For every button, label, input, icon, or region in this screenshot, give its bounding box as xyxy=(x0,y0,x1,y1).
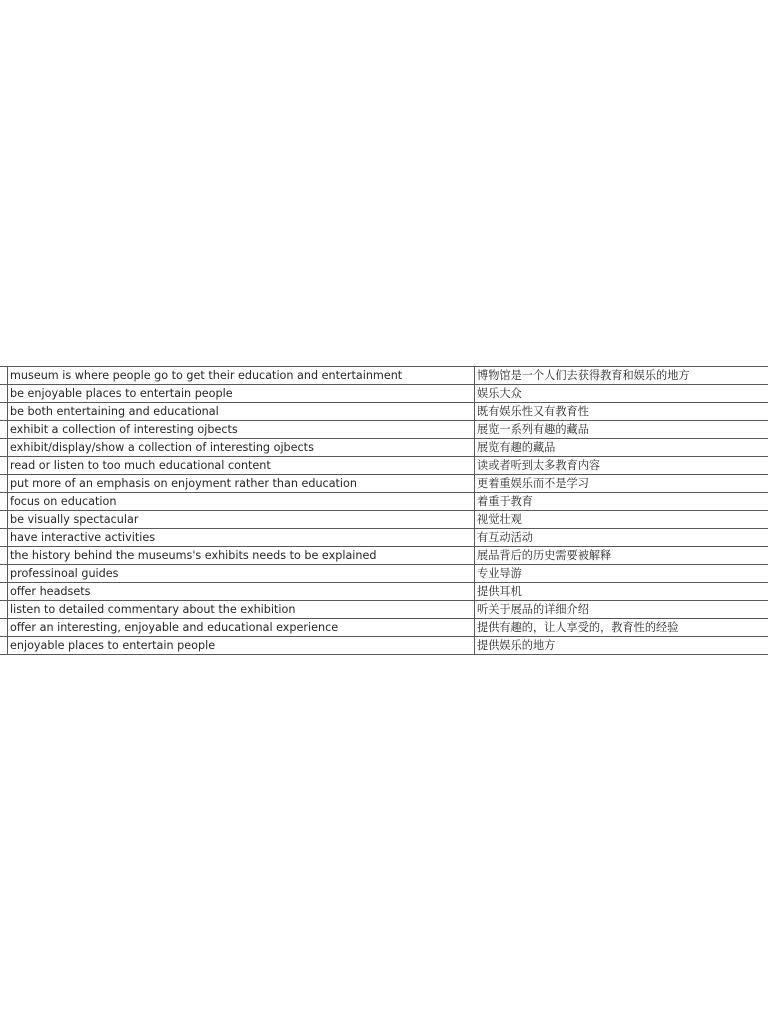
table-row xyxy=(0,601,768,619)
table-row xyxy=(0,367,768,385)
english-phrase: put more of an emphasis on enjoyment rather than education xyxy=(8,475,475,492)
chinese-translation: 提供娱乐的地方 xyxy=(477,639,556,652)
table-row xyxy=(0,529,768,547)
english-phrase: professinoal guides xyxy=(8,565,475,582)
table-row xyxy=(0,547,768,565)
table-row xyxy=(0,637,768,655)
english-phrase: be both entertaining and educational xyxy=(8,403,475,420)
row-gutter xyxy=(0,439,8,456)
table-row xyxy=(0,439,768,457)
row-gutter xyxy=(0,565,8,582)
row-gutter xyxy=(0,493,8,510)
row-gutter xyxy=(0,511,8,528)
chinese-translation: 有互动活动 xyxy=(477,531,533,544)
chinese-translation: 娱乐大众 xyxy=(477,387,522,400)
table-row xyxy=(0,493,768,511)
table-row xyxy=(0,583,768,601)
row-gutter xyxy=(0,385,8,402)
chinese-translation: 博物馆是一个人们去获得教育和娱乐的地方 xyxy=(477,369,690,382)
table-row xyxy=(0,403,768,421)
table-row xyxy=(0,385,768,403)
chinese-translation: 提供有趣的，让人享受的，教育性的经验 xyxy=(477,621,679,634)
chinese-translation: 专业导游 xyxy=(477,567,522,580)
table-row xyxy=(0,565,768,583)
chinese-translation: 更着重娱乐而不是学习 xyxy=(477,477,589,490)
chinese-translation: 读或者听到太多教育内容 xyxy=(477,459,601,472)
vocabulary-table xyxy=(0,366,768,655)
english-phrase: museum is where people go to get their education and entertainment xyxy=(8,367,475,384)
english-phrase: have interactive activities xyxy=(8,529,475,546)
chinese-translation: 展览一系列有趣的藏品 xyxy=(477,423,589,436)
chinese-translation: 既有娱乐性又有教育性 xyxy=(477,405,589,418)
english-phrase: exhibit a collection of interesting ojbects xyxy=(8,421,475,438)
english-phrase: the history behind the museums's exhibits needs to be explained xyxy=(8,547,475,564)
row-gutter xyxy=(0,421,8,438)
chinese-translation: 展览有趣的藏品 xyxy=(477,441,556,454)
english-phrase: listen to detailed commentary about the exhibition xyxy=(8,601,475,618)
english-phrase: enjoyable places to entertain people xyxy=(8,637,475,654)
english-phrase: read or listen to too much educational content xyxy=(8,457,475,474)
table-row xyxy=(0,511,768,529)
row-gutter xyxy=(0,529,8,546)
row-gutter xyxy=(0,583,8,600)
english-phrase: offer an interesting, enjoyable and educational experience xyxy=(8,619,475,636)
english-phrase: be visually spectacular xyxy=(8,511,475,528)
row-gutter xyxy=(0,547,8,564)
row-gutter xyxy=(0,637,8,654)
english-phrase: be enjoyable places to entertain people xyxy=(8,385,475,402)
row-gutter xyxy=(0,457,8,474)
row-gutter xyxy=(0,475,8,492)
row-gutter xyxy=(0,367,8,384)
row-gutter xyxy=(0,403,8,420)
chinese-translation: 展品背后的历史需要被解释 xyxy=(477,549,612,562)
row-gutter xyxy=(0,619,8,636)
table-row xyxy=(0,421,768,439)
english-phrase: offer headsets xyxy=(8,583,475,600)
table-row xyxy=(0,619,768,637)
chinese-translation: 提供耳机 xyxy=(477,585,522,598)
row-gutter xyxy=(0,601,8,618)
chinese-translation: 着重于教育 xyxy=(477,495,533,508)
chinese-translation: 听关于展品的详细介绍 xyxy=(477,603,589,616)
table-row xyxy=(0,457,768,475)
english-phrase: focus on education xyxy=(8,493,475,510)
table-row xyxy=(0,475,768,493)
english-phrase: exhibit/display/show a collection of interesting ojbects xyxy=(8,439,475,456)
chinese-translation: 视觉壮观 xyxy=(477,513,522,526)
